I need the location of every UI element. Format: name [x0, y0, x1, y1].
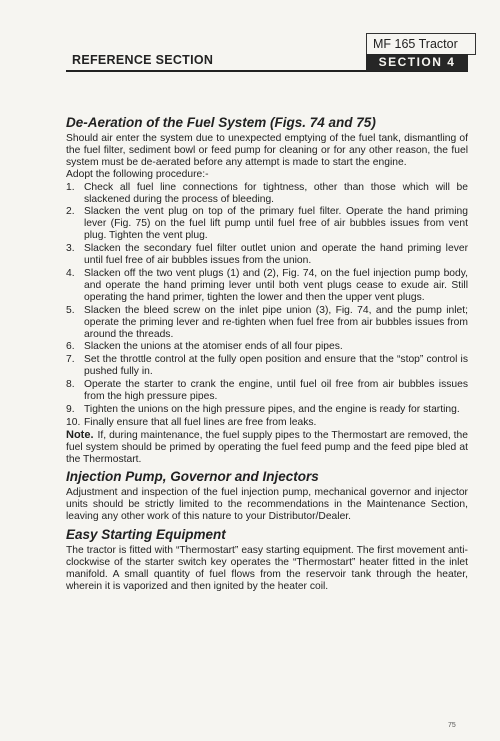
list-item: [66, 206, 468, 242]
step-text: Operate the starter to crank the engine, until fuel oil free from air bubbles issues from the high pressure pipes.: [84, 379, 468, 403]
list-item: [66, 243, 468, 267]
step-number: 10.: [66, 416, 81, 428]
page-content: [66, 115, 468, 593]
paragraph: Should air enter the system due to unexpected emptying of the fuel tank, dismantling of the fuel filter, sediment bowl or feed pump for cleaning or for any other reason, the fuel system must be de-aerated before any attempt is made to start the engine.: [66, 133, 468, 168]
step-number: 2.: [66, 206, 75, 218]
model-label: MF 165 Tractor: [366, 33, 476, 55]
paragraph: Adopt the following procedure:-: [66, 168, 209, 180]
step-number: 4.: [66, 267, 75, 279]
section-easy-starting: [66, 527, 468, 593]
section-badge: SECTION 4: [366, 54, 468, 71]
note: [66, 430, 468, 466]
step-number: 1.: [66, 181, 75, 193]
step-number: 7.: [66, 354, 75, 366]
paragraph: Adjustment and inspection of the fuel injection pump, mechanical governor and injector units should be strictly limited to the recommendations in the Maintenance Section, leaving any other work of this nature to your Distributor/Dealer.: [66, 487, 468, 523]
step-text: Set the throttle control at the fully open position and ensure that the “stop” control is pushed fully in.: [84, 354, 468, 378]
step-number: 9.: [66, 403, 75, 415]
list-item: [66, 404, 468, 416]
step-number: 6.: [66, 341, 75, 353]
note-label: Note.: [66, 428, 94, 441]
section-title: Easy Starting Equipment: [66, 527, 226, 543]
list-item: [66, 305, 468, 341]
step-text: Slacken off the two vent plugs (1) and (2), Fig. 74, on the fuel injection pump body, and operate the hand priming lever until both vent plugs cease to exude air. Still operating the hand primer, tighten the lower and then the upper vent plugs.: [84, 267, 468, 303]
list-item: [66, 354, 468, 378]
section-deaeration: [66, 115, 468, 465]
list-item: [66, 182, 468, 206]
section-injection-pump: [66, 469, 468, 523]
step-text: Check all fuel line connections for tightness, other than those which will be slackened during the process of bleeding.: [84, 181, 468, 205]
step-text: Finally ensure that all fuel lines are free from leaks.: [84, 416, 317, 428]
section-label: REFERENCE SECTION: [72, 53, 214, 67]
step-text: Slacken the vent plug on top of the primary fuel filter. Operate the hand priming lever (Fig. 75) on the fuel lift pump until fuel free of air bubbles issues from vent plug. Tighten the vent plug.: [84, 206, 468, 242]
note-text: If, during maintenance, the fuel supply pipes to the Thermostart are removed, the fuel system should be primed by operating the fuel feed pump and the feed pipe bled at the Thermostart.: [66, 429, 468, 465]
page-number: 75: [448, 722, 456, 729]
section-title: De-Aeration of the Fuel System (Figs. 74 and 75): [66, 115, 376, 130]
list-item: [66, 379, 468, 403]
section-title: Injection Pump, Governor and Injectors: [66, 469, 319, 485]
list-item: [66, 341, 468, 353]
list-item: [66, 268, 468, 304]
step-text: Slacken the secondary fuel filter outlet union and operate the hand priming lever until fuel free of air bubbles issues from the union.: [84, 243, 468, 267]
step-number: 8.: [66, 379, 75, 391]
list-item: [66, 417, 468, 429]
paragraph: The tractor is fitted with “Thermostart” easy starting equipment. The first movement anti-clockwise of the starter switch key operates the “Thermostart” heater fitted in the inlet manifold. A small quantity of fuel flows from the reservoir tank through the heater, wherein it is vaporized and then ignited by the heater coil.: [66, 545, 468, 592]
step-number: 5.: [66, 304, 75, 316]
procedure-list: [66, 182, 468, 429]
step-text: Slacken the bleed screw on the inlet pipe union (3), Fig. 74, and the pump inlet; operate the priming lever and re-tighten when fuel free from air bubbles issues from around the threads.: [84, 304, 468, 340]
step-number: 3.: [66, 243, 75, 255]
step-text: Slacken the unions at the atomiser ends of all four pipes.: [84, 341, 343, 353]
step-text: Tighten the unions on the high pressure pipes, and the engine is ready for starting.: [84, 403, 460, 415]
